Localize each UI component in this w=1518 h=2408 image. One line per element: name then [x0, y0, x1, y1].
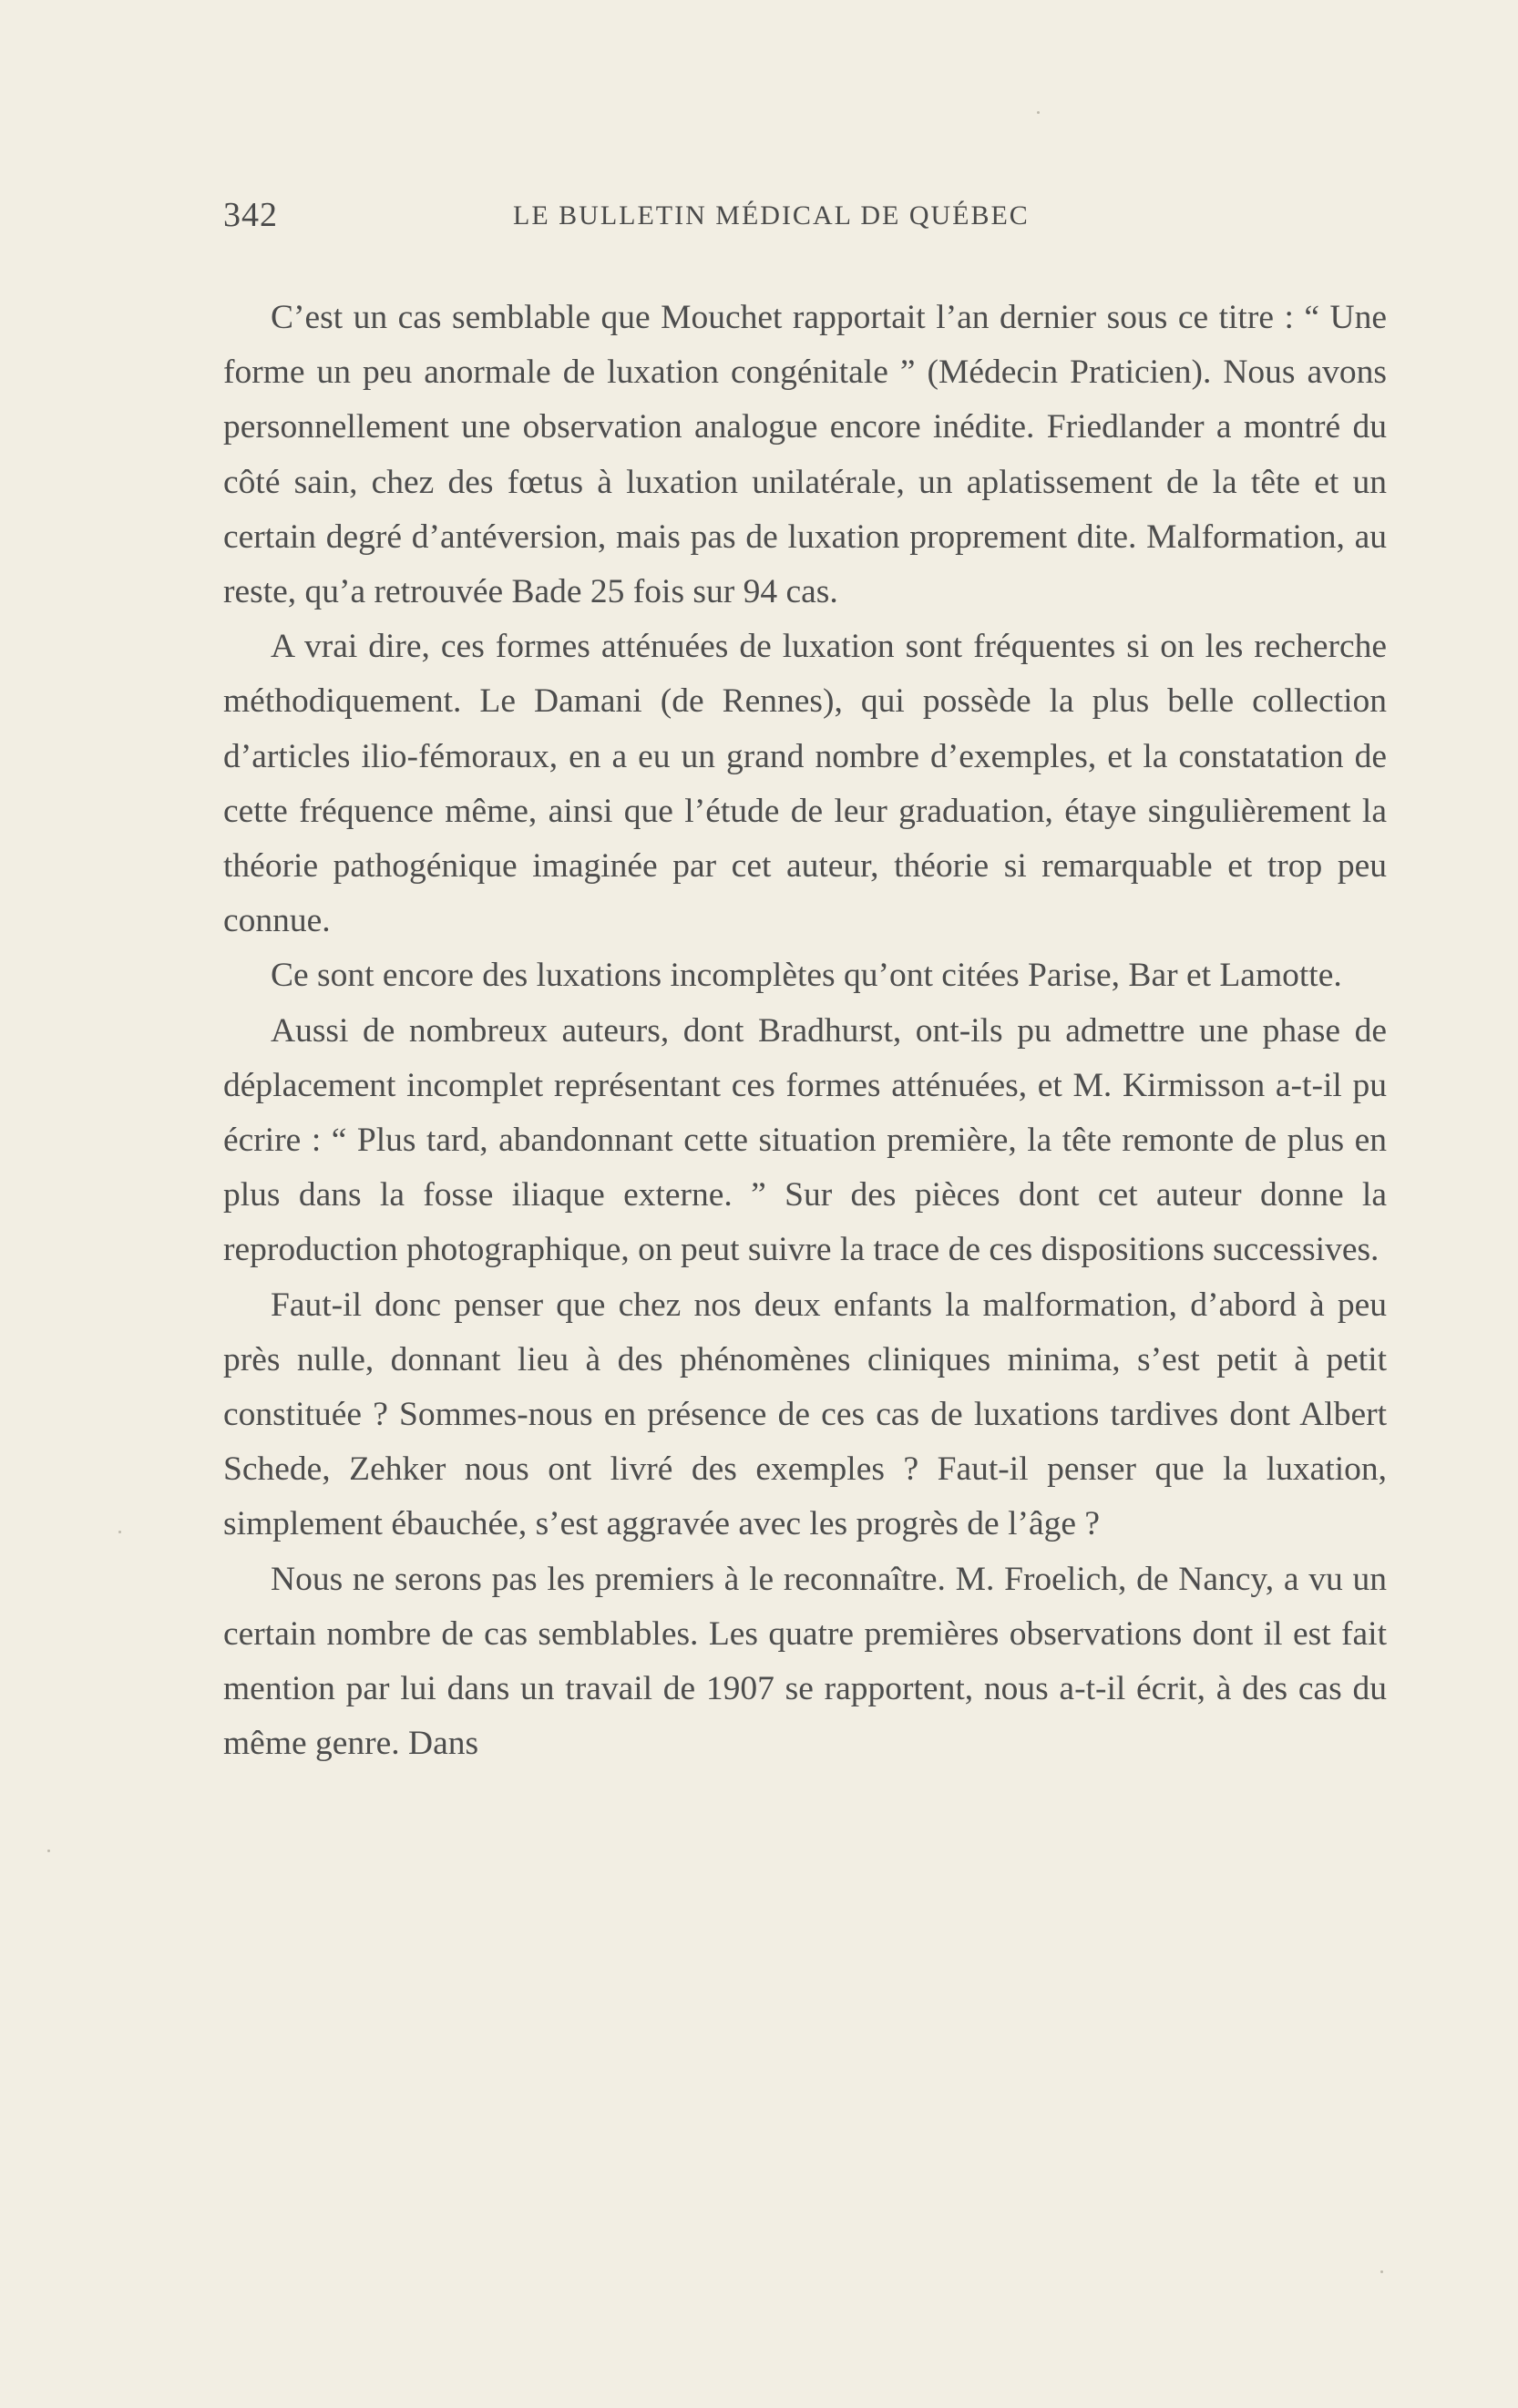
body-text: [223, 291, 1387, 1771]
running-head: LE BULLETIN MÉDICAL DE QUÉBEC: [513, 200, 1030, 231]
paragraph: Aussi de nombreux auteurs, dont Bradhurst, ont-ils pu admettre une phase de déplacement incomplet représentant ces formes atténuées, et M. Kirmisson a-t-il pu écrire : “ Plus tard, abandonnant cette situation première, la tête remonte de plus en plus dans la fosse iliaque externe. ” Sur des pièces dont cet auteur donne la reproduction photographique, on peut suivre la trace de ces dispositions successives.: [223, 1011, 1387, 1269]
paragraph: Nous ne serons pas les premiers à le reconnaître. M. Froelich, de Nancy, a vu un certain nombre de cas semblables. Les quatre premières observations dont il est fait mention par lui dans un travail de 1907 se rapportent, nous a-t-il écrit, à des cas du même genre. Dans: [223, 1560, 1387, 1763]
paragraph: Ce sont encore des luxations incomplètes qu’ont citées Parise, Bar et Lamotte.: [271, 957, 1342, 995]
paper-speck: [47, 1850, 50, 1852]
paragraph: A vrai dire, ces formes atténuées de luxation sont fréquentes si on les recherche méthodiquement. Le Damani (de Rennes), qui possède la plus belle collection d’articles ilio-fémoraux, en a eu un grand nombre d’exemples, et la constatation de cette fréquence même, ainsi que l’étude de leur graduation, étaye singulièrement la théorie pathogénique imaginée par cet auteur, théorie si remarquable et trop peu connue.: [223, 628, 1387, 940]
paragraph: Faut-il donc penser que chez nos deux enfants la malformation, d’abord à peu près nulle, donnant lieu à des phénomènes cliniques minima, s’est petit à petit constituée ? Sommes-nous en présence de ces cas de luxations tardives dont Albert Schede, Zehker nous ont livré des exemples ? Faut-il penser que la luxation, simplement ébauchée, s’est aggravée avec les progrès de l’âge ?: [223, 1286, 1387, 1543]
page-number: 342: [223, 196, 278, 234]
paragraph: C’est un cas semblable que Mouchet rapportait l’an dernier sous ce titre : “ Une forme un peu anormale de luxation congénitale ” (Médecin Praticien). Nous avons personnellement une observation analogue encore inédite. Friedlander a montré du côté sain, chez des fœtus à luxation unilatérale, un aplatissement de la tête et un certain degré d’antéversion, mais pas de luxation proprement dite. Malformation, au reste, qu’a retrouvée Bade 25 fois sur 94 cas.: [223, 299, 1387, 611]
paper-speck: [1380, 2270, 1383, 2273]
page-header: [223, 195, 1390, 241]
paper-speck: [1037, 111, 1040, 114]
paper-speck: [118, 1531, 121, 1533]
